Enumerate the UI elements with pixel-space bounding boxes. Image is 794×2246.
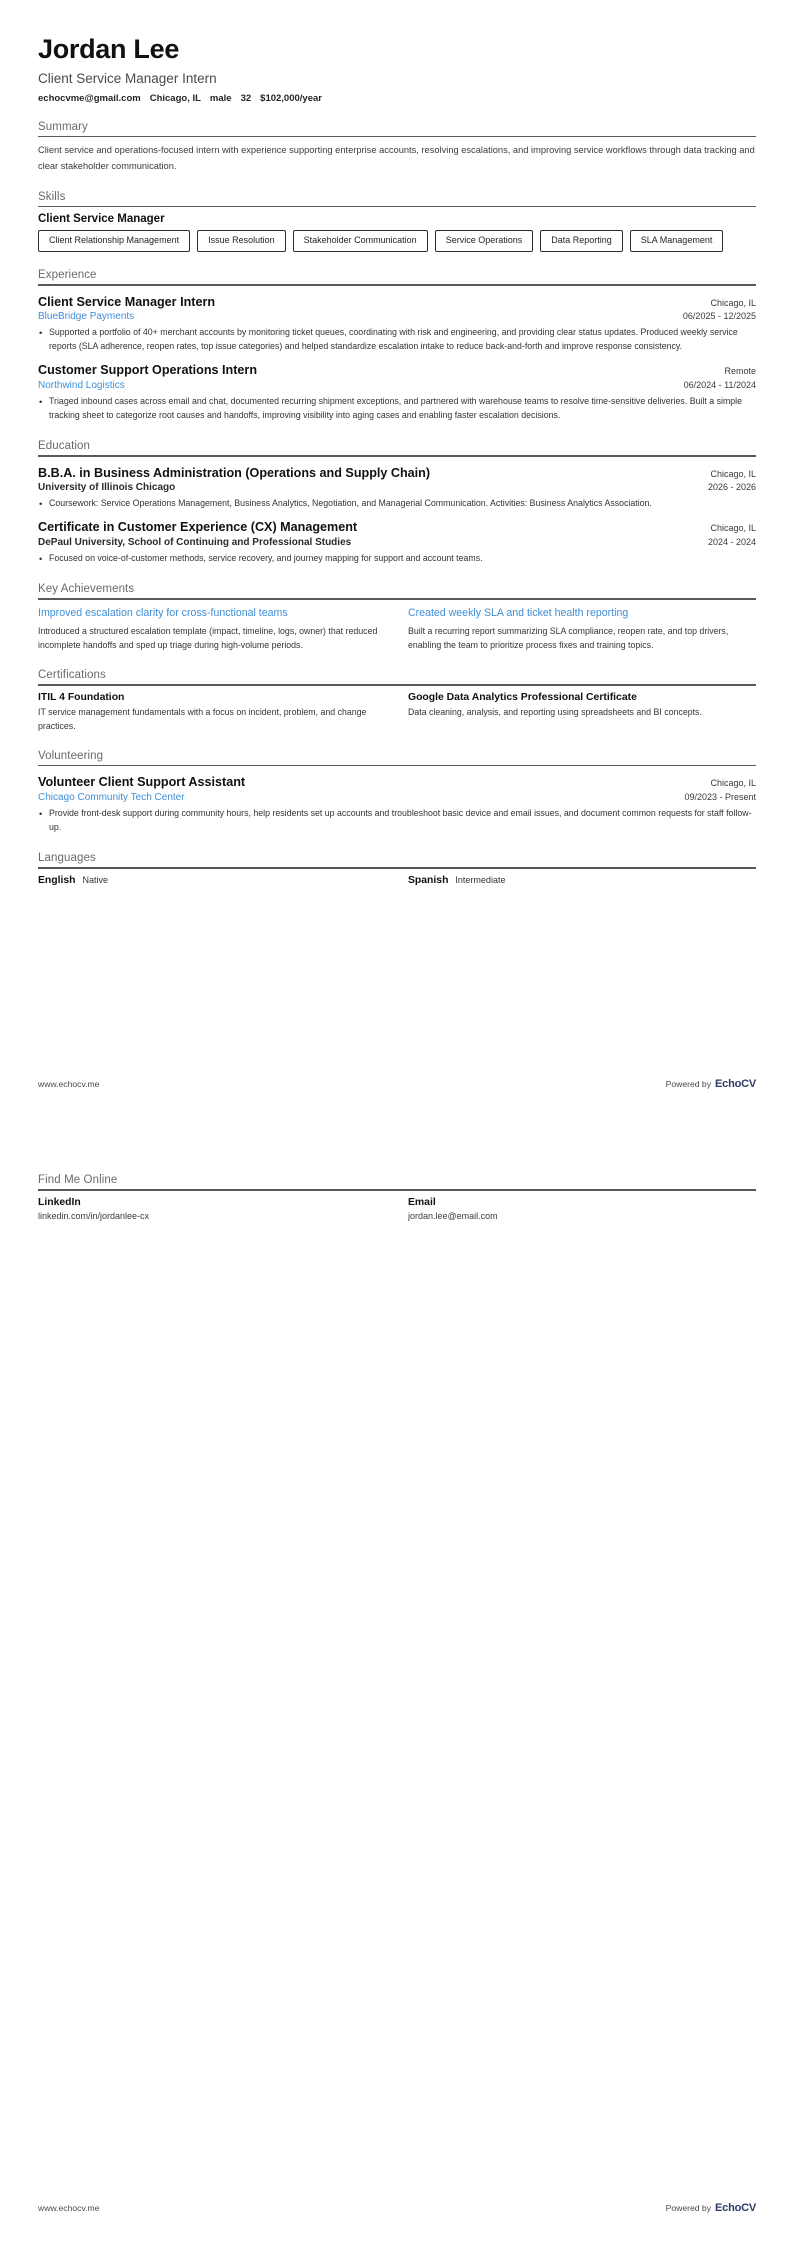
resume-page-2 [0, 1123, 794, 2246]
section-volunteering [38, 750, 756, 835]
footer-brand [666, 2202, 756, 2214]
section-title-languages: Languages [38, 851, 96, 864]
education-entry [38, 519, 756, 566]
volunteering-title: Volunteer Client Support Assistant [38, 775, 246, 790]
experience-bullets [38, 395, 756, 423]
section-summary [38, 121, 756, 174]
footer-site-url[interactable]: www.echocv.me [38, 1079, 100, 1089]
section-divider [38, 684, 756, 686]
section-title-certifications: Certifications [38, 669, 106, 682]
bullet-item: • Triaged inbound cases across email and chat, documented recurring shipment exceptions, and partnered with warehouse teams to resolve time-sensitive deliveries. Built a simple tracking sheet to categorize root causes and handoffs, improving visibility into aging cases and enabling faster escalation decisions. [38, 395, 756, 423]
section-certifications [38, 669, 756, 733]
certification-item [408, 692, 756, 733]
section-divider [38, 206, 756, 208]
section-divider [38, 867, 756, 869]
footer-brand-name[interactable]: EchoCV [715, 2202, 756, 2214]
certification-item [38, 692, 386, 733]
certification-description: Data cleaning, analysis, and reporting using spreadsheets and BI concepts. [408, 706, 702, 717]
section-title-summary: Summary [38, 120, 88, 133]
achievement-description: Built a recurring report summarizing SLA compliance, reopen rate, and top drivers, enabling the team to prioritize process fixes and training topics. [408, 625, 729, 650]
achievement-title: Improved escalation clarity for cross-functional teams [38, 606, 288, 619]
experience-dates: 06/2025 - 12/2025 [682, 310, 756, 321]
education-institution: DePaul University, School of Continuing and Professional Studies [38, 536, 352, 548]
section-divider [38, 455, 756, 457]
link-item [408, 1197, 756, 1221]
section-divider [38, 598, 756, 600]
skill-pill-list [38, 230, 756, 252]
page-footer [38, 1078, 756, 1090]
bullet-item: • Supported a portfolio of 40+ merchant accounts by monitoring ticket queues, coordinating with risk and engineering, and providing clear status updates. Produced weekly service reports (SLA adherence, reopen rates, top issue categories) and helped standardize escalation intake to reduce back-and-forth and improve response consistency. [38, 326, 756, 354]
skill-pill: Client Relationship Management [38, 230, 190, 252]
education-degree: B.B.A. in Business Administration (Operations and Supply Chain) [38, 465, 431, 480]
footer-brand [666, 1078, 756, 1090]
skill-pill: Data Reporting [540, 230, 623, 252]
section-divider [38, 1189, 756, 1191]
volunteering-bullets [38, 807, 756, 835]
summary-text: Client service and operations-focused intern with experience supporting enterprise accounts, resolving escalations, and improving service workflows through data tracking and clear stakeholder communication. [38, 145, 755, 171]
section-experience [38, 269, 756, 423]
education-dates: 2026 - 2026 [707, 481, 756, 492]
footer-powered-by-label: Powered by [665, 2203, 712, 2213]
skill-pill: SLA Management [630, 230, 724, 252]
candidate-job-title: Client Service Manager Intern [38, 70, 217, 86]
certification-title: Google Data Analytics Professional Certificate [408, 691, 637, 703]
link-list [38, 1197, 756, 1221]
section-divider [38, 284, 756, 286]
contact-gender: male [209, 92, 232, 104]
skill-pill: Stakeholder Communication [293, 230, 428, 252]
contact-salary: $102,000/year [260, 92, 322, 104]
footer-site-url[interactable]: www.echocv.me [38, 2203, 100, 2213]
experience-entry [38, 294, 756, 355]
volunteering-location: Chicago, IL [710, 778, 756, 789]
certification-list [38, 692, 756, 733]
education-location: Chicago, IL [710, 468, 756, 479]
footer-powered-by-label: Powered by [665, 1079, 712, 1089]
section-title-achievements: Key Achievements [38, 583, 135, 595]
section-education [38, 440, 756, 566]
contact-line [38, 93, 756, 104]
candidate-name: Jordan Lee [38, 34, 180, 64]
language-name: Spanish [408, 874, 449, 886]
section-title-experience: Experience [38, 269, 97, 282]
link-item [38, 1197, 386, 1221]
section-title-skills: Skills [38, 190, 66, 203]
skill-pill: Issue Resolution [197, 230, 286, 252]
achievement-title: Created weekly SLA and ticket health reporting [408, 606, 629, 619]
experience-organization[interactable]: Northwind Logistics [38, 379, 125, 391]
achievement-item [408, 606, 756, 652]
experience-entry [38, 362, 756, 423]
experience-title: Customer Support Operations Intern [38, 363, 258, 378]
resume-header [38, 34, 756, 104]
education-entry [38, 465, 756, 512]
certification-title: ITIL 4 Foundation [38, 691, 125, 703]
link-label-linkedin: LinkedIn [38, 1196, 81, 1208]
volunteering-entry [38, 774, 756, 835]
contact-email: echocvme@gmail.com [38, 92, 141, 104]
experience-organization[interactable]: BlueBridge Payments [38, 310, 135, 322]
link-value-email[interactable]: jordan.lee@email.com [408, 1210, 498, 1221]
experience-location: Chicago, IL [710, 297, 756, 308]
skill-group-name: Client Service Manager [38, 213, 165, 226]
section-title-links: Find Me Online [38, 1174, 118, 1186]
education-institution: University of Illinois Chicago [38, 481, 176, 493]
page-footer [38, 2202, 756, 2214]
section-divider [38, 765, 756, 767]
section-divider [38, 136, 756, 138]
section-key-achievements [38, 583, 756, 652]
section-skills [38, 191, 756, 252]
language-item [38, 875, 386, 886]
section-find-me-online [38, 1174, 756, 1221]
language-item [408, 875, 756, 886]
section-languages [38, 852, 756, 886]
contact-location: Chicago, IL [149, 92, 201, 104]
contact-age: 32 [240, 92, 252, 104]
language-list [38, 875, 756, 886]
bullet-item: • Provide front-desk support during community hours, help residents set up accounts and troubleshoot basic device and email issues, and document common requests for staff follow-up. [38, 807, 756, 835]
link-label-email: Email [408, 1196, 436, 1208]
language-name: English [38, 874, 76, 886]
education-degree: Certificate in Customer Experience (CX) Management [38, 520, 358, 535]
bullet-item: • Coursework: Service Operations Management, Business Analytics, Negotiation, and Managerial Communication. Activities: Business Analytics Association. [38, 497, 756, 511]
education-location: Chicago, IL [710, 523, 756, 534]
experience-bullets [38, 326, 756, 354]
education-dates: 2024 - 2024 [707, 536, 756, 547]
volunteering-organization[interactable]: Chicago Community Tech Center [38, 791, 185, 803]
language-level: Native [82, 874, 109, 885]
section-title-education: Education [38, 439, 91, 452]
achievement-description: Introduced a structured escalation template (impact, timeline, logs, owner) that reduced incomplete handoffs and sped up triage during high-volume periods. [38, 625, 378, 650]
experience-title: Client Service Manager Intern [38, 294, 216, 309]
certification-description: IT service management fundamentals with a focus on incident, problem, and change practices. [38, 706, 367, 731]
education-bullets [38, 552, 756, 566]
experience-dates: 06/2024 - 11/2024 [683, 379, 756, 390]
experience-location: Remote [724, 366, 756, 377]
section-title-volunteering: Volunteering [38, 749, 104, 762]
language-level: Intermediate [455, 874, 506, 885]
footer-brand-name[interactable]: EchoCV [715, 1078, 756, 1090]
skill-pill: Service Operations [435, 230, 534, 252]
achievement-list [38, 606, 756, 652]
link-value-linkedin[interactable]: linkedin.com/in/jordanlee-cx [38, 1210, 150, 1221]
achievement-item [38, 606, 386, 652]
education-bullets [38, 497, 756, 511]
volunteering-dates: 09/2023 - Present [684, 791, 756, 802]
bullet-item: • Focused on voice-of-customer methods, service recovery, and journey mapping for support and account teams. [38, 552, 756, 566]
